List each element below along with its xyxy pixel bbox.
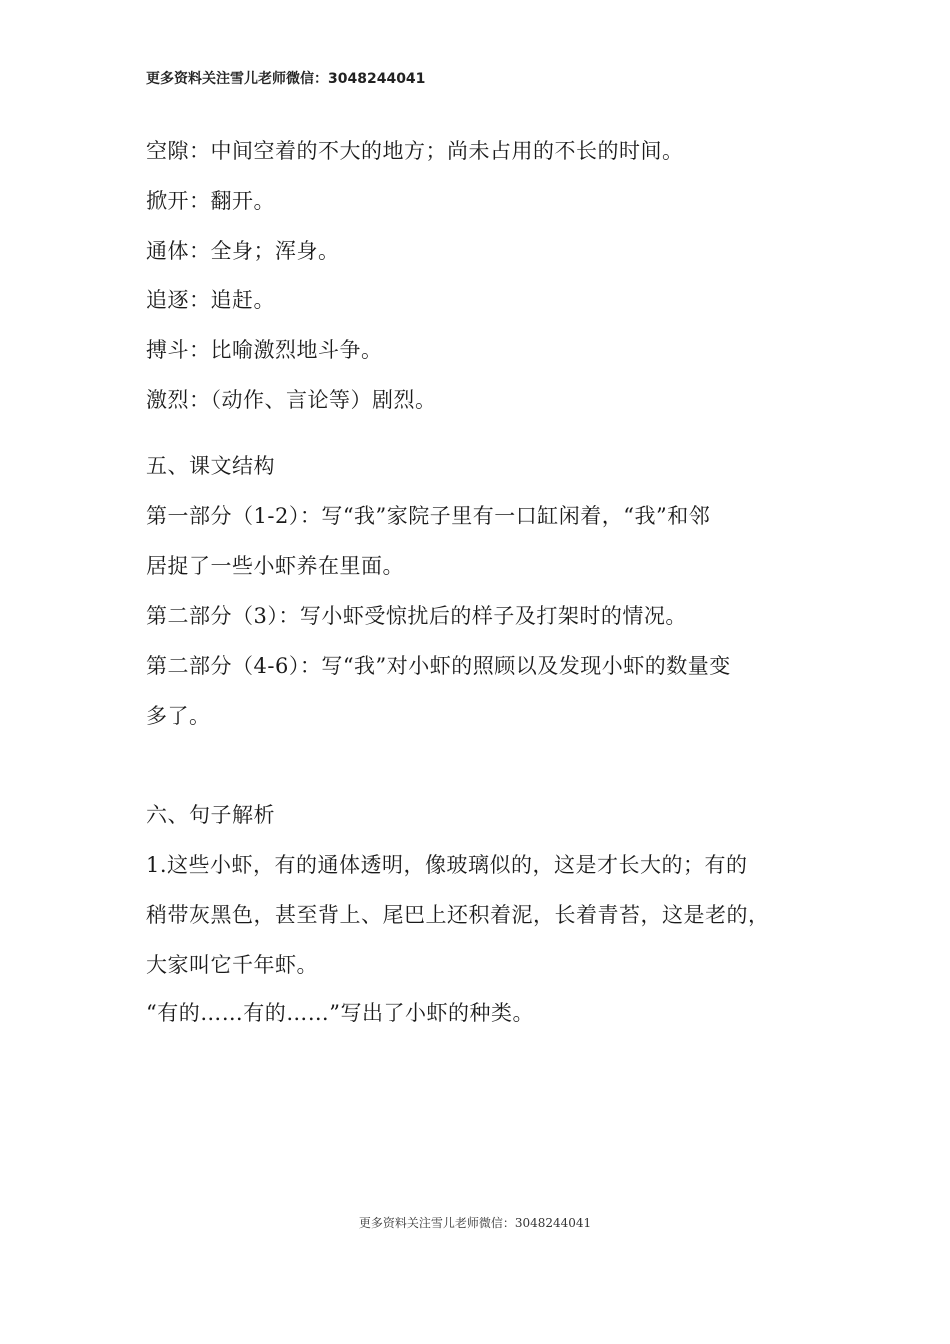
- structure-line: 多了。: [146, 704, 211, 728]
- vocab-line: 追逐：追赶。: [146, 288, 275, 312]
- vocab-line: 掀开：翻开。: [146, 189, 275, 213]
- structure-line: 第二部分（3）：写小虾受惊扰后的样子及打架时的情况。: [146, 604, 687, 628]
- section-heading-structure: 五、课文结构: [146, 454, 275, 478]
- page-footer: 更多资料关注雪儿老师微信：3048244041: [358, 1216, 592, 1230]
- structure-line: 第一部分（1-2）：写“我”家院子里有一口缸闲着，“我”和邻: [146, 504, 711, 528]
- vocab-line: 通体：全身；浑身。: [146, 239, 340, 263]
- sentence-line: 稍带灰黑色，甚至背上、尾巴上还积着泥，长着青苔，这是老的，: [146, 903, 770, 927]
- structure-line: 第二部分（4-6）：写“我”对小虾的照顾以及发现小虾的数量变: [146, 654, 731, 678]
- structure-line: 居捉了一些小虾养在里面。: [146, 554, 404, 578]
- sentence-line: “有的……有的……”写出了小虾的种类。: [146, 1001, 534, 1025]
- sentence-line: 大家叫它千年虾。: [146, 953, 318, 977]
- vocab-line: 搏斗：比喻激烈地斗争。: [146, 338, 383, 362]
- vocab-line: 空隙：中间空着的不大的地方；尚未占用的不长的时间。: [146, 139, 684, 163]
- vocab-line: 激烈：（动作、言论等）剧烈。: [146, 388, 437, 412]
- sentence-line: 1.这些小虾，有的通体透明，像玻璃似的，这是才长大的；有的: [146, 853, 748, 877]
- page-header: 更多资料关注雪儿老师微信：3048244041: [146, 71, 426, 87]
- section-heading-sentences: 六、句子解析: [146, 803, 275, 827]
